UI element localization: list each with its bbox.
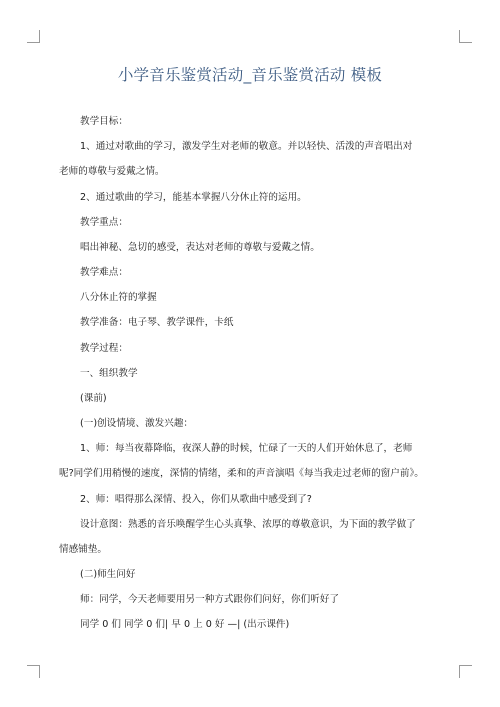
paragraph-line: 师：同学，今天老师要用另一种方式跟你们问好，你们听好了 [80, 594, 340, 605]
paragraph-line: 呢?同学们用稍慢的速度，深情的情绪，柔和的声音演唱《每当我走过老师的窗户前》。 [59, 468, 424, 479]
paragraph-line: 一、组织教学 [80, 368, 138, 379]
paragraph-line: 教学过程： [80, 343, 128, 354]
paragraph-line: (二)师生问好 [80, 569, 136, 580]
paragraph-line: 2、通过歌曲的学习，能基本掌握八分休止符的运用。 [80, 192, 307, 203]
paragraph-line: 2、师：唱得那么深情、投入，你们从歌曲中感受到了? [80, 494, 312, 505]
document-title: 小学音乐鉴赏活动_音乐鉴赏活动 模板 [117, 66, 383, 84]
paragraph-line: 教学重点： [80, 217, 128, 228]
paragraph-line: 1、师：每当夜幕降临，夜深人静的时候，忙碌了一天的人们开始休息了，老师 [80, 443, 413, 454]
paragraph-line: 1、通过对歌曲的学习，激发学生对老师的敬意。并以轻快、活泼的声音唱出对 [80, 141, 413, 152]
paragraph-line: 唱出神秘、急切的感受，表达对老师的尊敬与爱戴之情。 [80, 242, 320, 253]
crop-mark-bottom-left [27, 665, 40, 678]
paragraph-line: 八分休止符的掌握 [80, 292, 157, 303]
crop-mark-top-left [27, 30, 40, 43]
paragraph-line: 教学准备：电子琴、教学课件，卡纸 [80, 317, 234, 328]
crop-mark-bottom-right [459, 665, 472, 678]
paragraph-line: 情感铺垫。 [59, 544, 107, 555]
paragraph-line: 设计意图：熟悉的音乐唤醒学生心头真挚、浓厚的尊敬意识，为下面的教学做了 [80, 519, 416, 530]
paragraph-line: 教学难点： [80, 267, 128, 278]
paragraph-line: (一)创设情境、激发兴趣： [80, 418, 194, 429]
crop-mark-top-right [459, 30, 472, 43]
paragraph-line: 老师的尊敬与爱戴之情。 [59, 166, 165, 177]
paragraph-line: 教学目标： [80, 116, 128, 127]
paragraph-line: (课前) [80, 393, 107, 404]
paragraph-line: 同学 0 们 同学 0 们| 早 0 上 0 好 —| (出示课件) [80, 619, 290, 630]
